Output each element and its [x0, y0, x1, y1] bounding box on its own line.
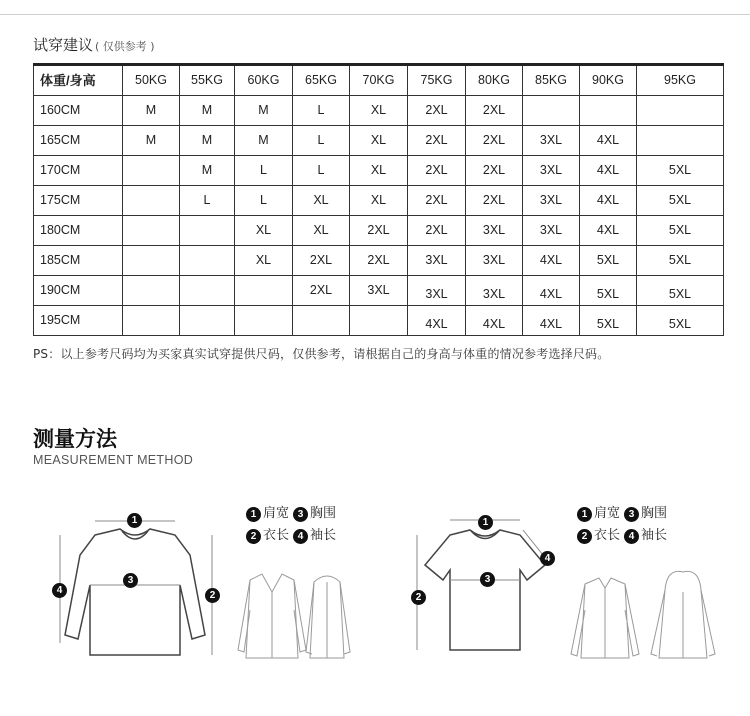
legend-label: 袖长	[310, 528, 337, 543]
legend-left	[246, 503, 340, 547]
size-cell: 4XL	[523, 246, 580, 276]
size-cell: 2XL	[293, 276, 350, 306]
size-cell	[123, 306, 180, 336]
size-cell	[123, 246, 180, 276]
size-cell: 2XL	[293, 246, 350, 276]
size-cell: 3XL	[523, 186, 580, 216]
size-cell: XL	[293, 186, 350, 216]
legend-label: 肩宽	[594, 506, 621, 521]
size-cell	[350, 306, 408, 336]
height-cell: 195CM	[34, 306, 123, 336]
blazer-jacket-sketch	[232, 570, 362, 665]
size-cell	[637, 96, 724, 126]
weight-header: 55KG	[180, 65, 235, 96]
marker-shoulder-width: 1	[478, 515, 493, 530]
size-cell: 4XL	[523, 276, 580, 306]
marker-sleeve-length: 4	[52, 583, 67, 598]
size-cell	[123, 156, 180, 186]
size-cell: L	[293, 156, 350, 186]
size-cell	[123, 216, 180, 246]
size-cell: 2XL	[350, 246, 408, 276]
size-cell: 3XL	[466, 276, 523, 306]
size-cell: 2XL	[466, 156, 523, 186]
marker-chest: 3	[123, 573, 138, 588]
measure-title: 测量方法	[33, 427, 117, 451]
size-cell: L	[180, 186, 235, 216]
size-note: PS：以上参考尺码均为买家真实试穿提供尺码，仅供参考，请根据自己的身高与体重的情况参考选择尺码。	[33, 347, 610, 361]
size-cell	[523, 96, 580, 126]
marker-chest: 3	[480, 572, 495, 587]
size-cell: 3XL	[523, 216, 580, 246]
height-cell: 175CM	[34, 186, 123, 216]
size-cell: M	[180, 96, 235, 126]
measure-subtitle: MEASUREMENT METHOD	[33, 453, 194, 467]
size-cell: 5XL	[637, 186, 724, 216]
table-row	[34, 186, 724, 216]
size-cell	[293, 306, 350, 336]
size-cell: M	[123, 126, 180, 156]
height-cell: 190CM	[34, 276, 123, 306]
legend-right	[577, 503, 671, 547]
legend-number: 2	[577, 529, 592, 544]
size-cell: XL	[350, 186, 408, 216]
marker-length: 2	[411, 590, 426, 605]
table-body	[34, 96, 724, 336]
height-cell: 170CM	[34, 156, 123, 186]
legend-label: 衣长	[594, 528, 621, 543]
size-cell: 5XL	[580, 306, 637, 336]
size-cell: XL	[350, 96, 408, 126]
table-row	[34, 156, 724, 186]
size-cell: 5XL	[637, 216, 724, 246]
size-cell: L	[293, 96, 350, 126]
legend-label: 胸围	[641, 506, 668, 521]
size-cell	[580, 96, 637, 126]
size-cell: 5XL	[637, 306, 724, 336]
legend-number: 4	[293, 529, 308, 544]
weight-header: 75KG	[408, 65, 466, 96]
size-cell: L	[235, 156, 293, 186]
size-cell: 5XL	[580, 276, 637, 306]
size-cell: 4XL	[580, 186, 637, 216]
size-cell: 4XL	[466, 306, 523, 336]
table-row	[34, 216, 724, 246]
height-cell: 185CM	[34, 246, 123, 276]
size-cell: L	[293, 126, 350, 156]
size-title-text: 试穿建议	[33, 36, 94, 54]
weight-header: 85KG	[523, 65, 580, 96]
size-cell	[123, 186, 180, 216]
size-cell	[180, 216, 235, 246]
size-cell	[180, 306, 235, 336]
size-cell: 3XL	[523, 126, 580, 156]
size-cell	[180, 246, 235, 276]
weight-header: 80KG	[466, 65, 523, 96]
size-cell: 2XL	[350, 216, 408, 246]
size-cell: 2XL	[408, 216, 466, 246]
size-cell: XL	[350, 126, 408, 156]
table-row	[34, 126, 724, 156]
size-cell: M	[123, 96, 180, 126]
table-row	[34, 306, 724, 336]
table-corner-header: 体重/身高	[34, 65, 123, 96]
size-cell: 2XL	[466, 126, 523, 156]
size-cell: XL	[235, 246, 293, 276]
height-cell: 180CM	[34, 216, 123, 246]
size-cell: 4XL	[580, 216, 637, 246]
size-cell: 2XL	[408, 126, 466, 156]
size-cell	[637, 126, 724, 156]
size-cell	[123, 276, 180, 306]
size-cell: 2XL	[408, 156, 466, 186]
weight-header: 60KG	[235, 65, 293, 96]
tshirt-outline	[425, 530, 545, 650]
sweater-outline	[65, 529, 205, 655]
size-cell: XL	[293, 216, 350, 246]
size-cell: 3XL	[408, 246, 466, 276]
legend-label: 衣长	[263, 528, 290, 543]
sweater-measure-diagram	[40, 505, 230, 675]
size-cell	[235, 276, 293, 306]
measure-lines	[60, 521, 212, 655]
shirt-hoodie-sketch	[565, 570, 725, 665]
size-cell: 3XL	[466, 246, 523, 276]
weight-header: 50KG	[123, 65, 180, 96]
table-row	[34, 276, 724, 306]
table-header-row	[34, 65, 724, 96]
size-cell: 4XL	[523, 306, 580, 336]
marker-length: 2	[205, 588, 220, 603]
legend-number: 3	[293, 507, 308, 522]
size-cell	[235, 306, 293, 336]
size-table	[33, 63, 724, 336]
size-cell: M	[235, 96, 293, 126]
height-cell: 160CM	[34, 96, 123, 126]
marker-shoulder-width: 1	[127, 513, 142, 528]
size-cell: XL	[235, 216, 293, 246]
size-cell: M	[235, 126, 293, 156]
size-section-title	[33, 34, 155, 55]
size-cell: 4XL	[580, 126, 637, 156]
size-cell: 5XL	[637, 276, 724, 306]
size-cell: 3XL	[466, 216, 523, 246]
size-cell: 2XL	[466, 96, 523, 126]
size-cell	[180, 276, 235, 306]
size-cell: 2XL	[408, 186, 466, 216]
size-subtitle: ( 仅供参考 )	[95, 40, 155, 53]
legend-number: 2	[246, 529, 261, 544]
legend-label: 胸围	[310, 506, 337, 521]
size-cell: 2XL	[466, 186, 523, 216]
table-row	[34, 96, 724, 126]
size-cell: 3XL	[523, 156, 580, 186]
table-row	[34, 246, 724, 276]
size-cell: 4XL	[408, 306, 466, 336]
size-cell: 5XL	[580, 246, 637, 276]
weight-header: 95KG	[637, 65, 724, 96]
size-cell: 5XL	[637, 156, 724, 186]
legend-number: 3	[624, 507, 639, 522]
legend-number: 1	[246, 507, 261, 522]
size-cell: 4XL	[580, 156, 637, 186]
legend-number: 1	[577, 507, 592, 522]
weight-header: 70KG	[350, 65, 408, 96]
legend-number: 4	[624, 529, 639, 544]
height-cell: 165CM	[34, 126, 123, 156]
legend-label: 袖长	[641, 528, 668, 543]
size-cell: L	[235, 186, 293, 216]
legend-label: 肩宽	[263, 506, 290, 521]
size-cell: M	[180, 126, 235, 156]
size-cell: 5XL	[637, 246, 724, 276]
marker-sleeve-length: 4	[540, 551, 555, 566]
weight-header: 65KG	[293, 65, 350, 96]
top-divider	[0, 14, 750, 15]
weight-header: 90KG	[580, 65, 637, 96]
size-cell: 3XL	[350, 276, 408, 306]
size-cell: 3XL	[408, 276, 466, 306]
size-cell: 2XL	[408, 96, 466, 126]
tshirt-measure-diagram	[405, 510, 555, 660]
size-cell: XL	[350, 156, 408, 186]
size-cell: M	[180, 156, 235, 186]
